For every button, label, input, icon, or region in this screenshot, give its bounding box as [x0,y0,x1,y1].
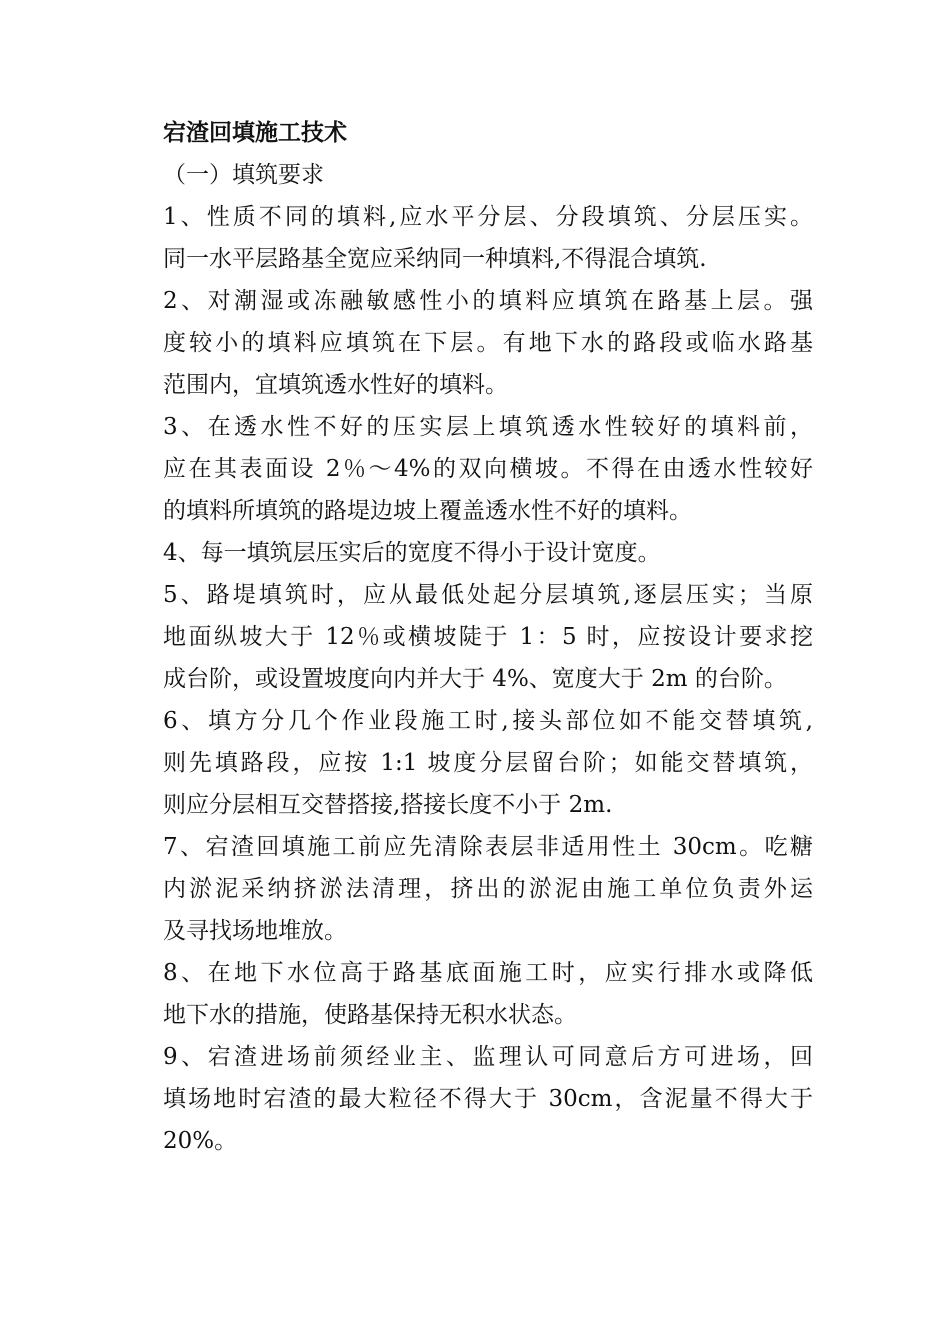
paragraph-line: 同一水平层路基全宽应采纳同一种填料,不得混合填筑. [163,246,707,272]
paragraph-list [163,196,813,1162]
paragraph-line: 5、路堤填筑时，应从最低处起分层填筑,逐层压实；当原 [163,582,813,608]
requirement-paragraph [163,952,813,1036]
paragraph-line: 的填料所填筑的路堤边坡上覆盖透水性不好的填料。 [163,498,692,524]
paragraph-line: 填场地时宕渣的最大粒径不得大于 30cm，含泥量不得大于 [163,1086,813,1112]
requirement-paragraph [163,280,813,406]
paragraph-line: 8、在地下水位高于路基底面施工时，应实行排水或降低 [163,960,813,986]
requirement-paragraph [163,700,813,826]
paragraph-line: 地下水的措施，使路基保持无积水状态。 [163,1002,577,1028]
paragraph-line: 7、宕渣回填施工前应先清除表层非适用性土 30cm。吃糖 [163,834,813,860]
section-heading: （一）填筑要求 [163,162,324,188]
paragraph-line: 应在其表面设 2％～4%的双向横坡。不得在由透水性较好 [163,456,813,482]
paragraph-line: 度较小的填料应填筑在下层。有地下水的路段或临水路基 [163,330,813,356]
paragraph-line: 9、宕渣进场前须经业主、监理认可同意后方可进场，回 [163,1044,813,1070]
paragraph-line: 1、性质不同的填料,应水平分层、分段填筑、分层压实。 [163,204,813,230]
requirement-paragraph [163,196,813,280]
paragraph-line: 成台阶，或设置坡度向内并大于 4%、宽度大于 2m 的台阶。 [163,666,787,692]
requirement-paragraph [163,406,813,532]
requirement-paragraph [163,826,813,952]
requirement-paragraph [163,574,813,700]
paragraph-line: 2、对潮湿或冻融敏感性小的填料应填筑在路基上层。强 [163,288,813,314]
paragraph-line: 内淤泥采纳挤淤法清理，挤出的淤泥由施工单位负责外运 [163,876,813,902]
requirement-paragraph [163,1036,813,1162]
paragraph-line: 地面纵坡大于 12％或横坡陡于 1：5 时，应按设计要求挖 [163,624,813,650]
paragraph-line: 6、填方分几个作业段施工时,接头部位如不能交替填筑, [163,708,813,734]
requirement-paragraph [163,532,813,574]
paragraph-line: 及寻找场地堆放。 [163,918,347,944]
paragraph-line: 20%。 [163,1128,238,1154]
paragraph-line: 3、在透水性不好的压实层上填筑透水性较好的填料前， [163,414,813,440]
paragraph-line: 4、每一填筑层压实后的宽度不得小于设计宽度。 [163,540,661,566]
paragraph-line: 则应分层相互交替搭接,搭接长度不小于 2m. [163,792,613,818]
paragraph-line: 则先填路段，应按 1:1 坡度分层留台阶；如能交替填筑， [163,750,813,776]
paragraph-line: 范围内，宜填筑透水性好的填料。 [163,372,508,398]
document-body [163,112,813,1162]
document-title: 宕渣回填施工技术 [163,120,347,146]
